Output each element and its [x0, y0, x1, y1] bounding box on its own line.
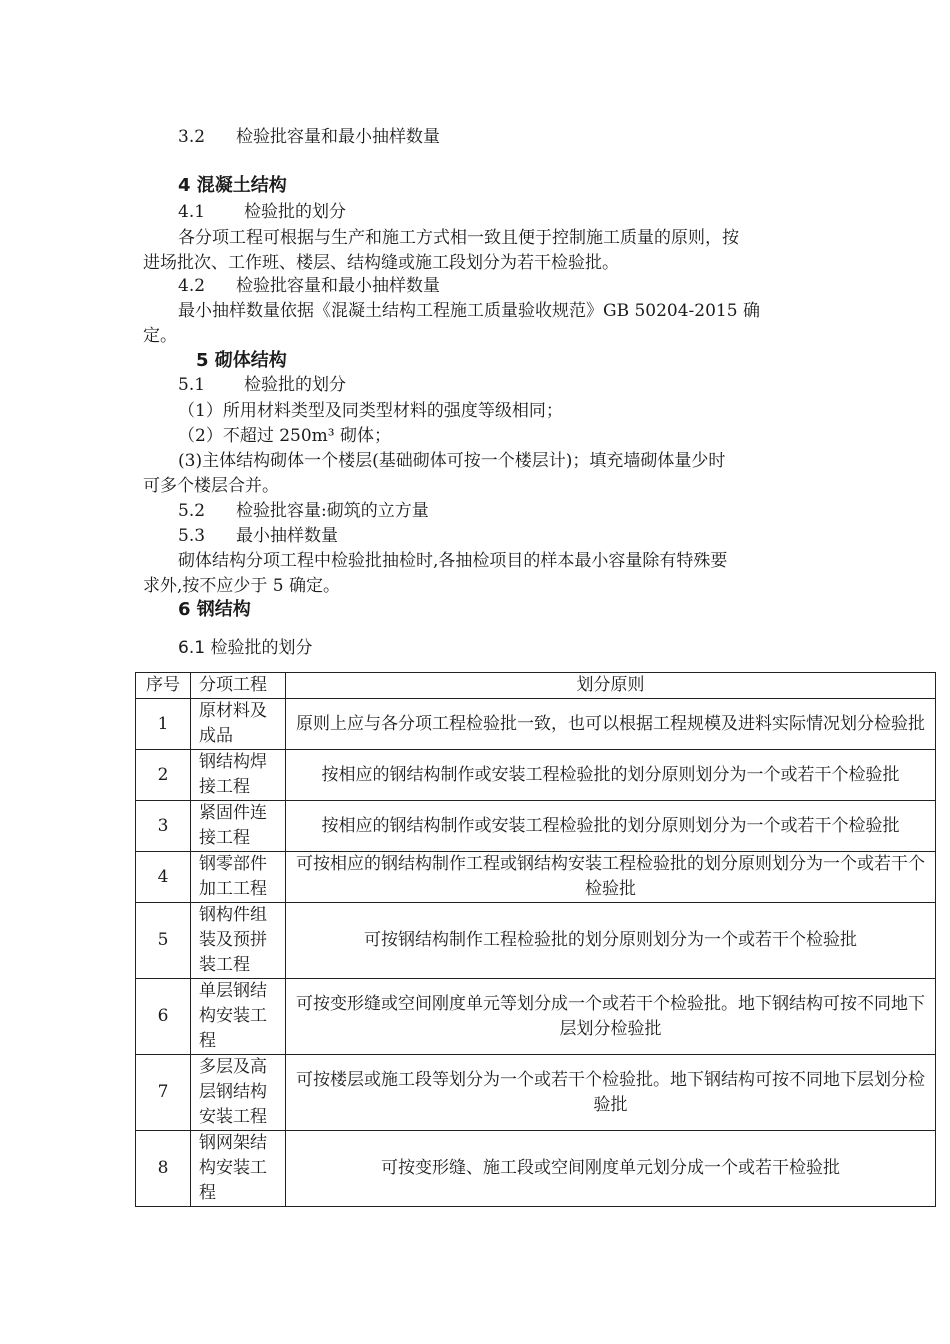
inspection-lot-table: [135, 672, 936, 1207]
cell-sub-project: 原材料及成品: [191, 699, 286, 750]
cell-index: 8: [136, 1131, 191, 1207]
section-3-2: 3.2 检验批容量和最小抽样数量: [178, 127, 440, 147]
cell-sub-project: 单层钢结构安装工程: [191, 979, 286, 1055]
heading-6: 6 钢结构: [178, 599, 251, 620]
section-4-1: 4.1 检验批的划分: [178, 202, 346, 222]
table-row: [136, 750, 936, 801]
cell-principle: 可按变形缝或空间刚度单元等划分成一个或若干个检验批。地下钢结构可按不同地下层划分检验批: [286, 979, 936, 1055]
cell-principle: 按相应的钢结构制作或安装工程检验批的划分原则划分为一个或若干个检验批: [286, 750, 936, 801]
section-5-1: 5.1 检验批的划分: [178, 375, 346, 395]
table-row: [136, 903, 936, 979]
heading-4: 4 混凝土结构: [178, 175, 287, 196]
item-5-1-3-line1: (3)主体结构砌体一个楼层(基础砌体可按一个楼层计)；填充墙砌体量少时: [178, 451, 726, 471]
table-row: [136, 699, 936, 750]
paragraph-4-2-line2: 定。: [143, 326, 177, 346]
section-4-2: 4.2 检验批容量和最小抽样数量: [178, 276, 440, 296]
cell-sub-project: 钢构件组装及预拼装工程: [191, 903, 286, 979]
cell-index: 4: [136, 852, 191, 903]
paragraph-4-1-line1: 各分项工程可根据与生产和施工方式相一致且便于控制施工质量的原则，按: [178, 228, 739, 248]
paragraph-5-3-line1: 砌体结构分项工程中检验批抽检时,各抽检项目的样本最小容量除有特殊要: [178, 551, 728, 571]
cell-index: 3: [136, 801, 191, 852]
section-5-3: 5.3 最小抽样数量: [178, 526, 338, 546]
section-6-1: 6.1 检验批的划分: [178, 638, 313, 658]
cell-index: 1: [136, 699, 191, 750]
cell-principle: 可按变形缝、施工段或空间刚度单元划分成一个或若干检验批: [286, 1131, 936, 1207]
cell-index: 6: [136, 979, 191, 1055]
paragraph-4-2-line1: 最小抽样数量依据《混凝土结构工程施工质量验收规范》GB 50204-2015 确: [178, 301, 760, 321]
item-5-1-1: （1）所用材料类型及同类型材料的强度等级相同；: [178, 401, 563, 421]
cell-sub-project: 多层及高层钢结构安装工程: [191, 1055, 286, 1131]
cell-principle: 可按钢结构制作工程检验批的划分原则划分为一个或若干个检验批: [286, 903, 936, 979]
table-row: [136, 979, 936, 1055]
item-5-1-3-line2: 可多个楼层合并。: [143, 476, 279, 496]
cell-principle: 可按楼层或施工段等划分为一个或若干个检验批。地下钢结构可按不同地下层划分检验批: [286, 1055, 936, 1131]
cell-principle: 原则上应与各分项工程检验批一致，也可以根据工程规模及进料实际情况划分检验批: [286, 699, 936, 750]
cell-index: 7: [136, 1055, 191, 1131]
item-5-1-2: （2）不超过 250m³ 砌体；: [178, 426, 392, 446]
cell-index: 5: [136, 903, 191, 979]
cell-sub-project: 钢零部件加工工程: [191, 852, 286, 903]
heading-5: 5 砌体结构: [196, 350, 287, 371]
cell-sub-project: 钢网架结构安装工程: [191, 1131, 286, 1207]
header-sub-project: 分项工程: [191, 673, 286, 699]
table-row: [136, 852, 936, 903]
section-5-2: 5.2 检验批容量:砌筑的立方量: [178, 501, 429, 521]
table-row: [136, 801, 936, 852]
table-row: [136, 1131, 936, 1207]
cell-principle: 可按相应的钢结构制作工程或钢结构安装工程检验批的划分原则划分为一个或若干个检验批: [286, 852, 936, 903]
header-index: 序号: [136, 673, 191, 699]
table-row: [136, 1055, 936, 1131]
cell-sub-project: 紧固件连接工程: [191, 801, 286, 852]
paragraph-4-1-line2: 进场批次、工作班、楼层、结构缝或施工段划分为若干检验批。: [143, 253, 619, 273]
paragraph-5-3-line2: 求外,按不应少于 5 确定。: [143, 576, 341, 596]
header-division-principle: 划分原则: [286, 673, 936, 699]
table-header-row: [136, 673, 936, 699]
cell-sub-project: 钢结构焊接工程: [191, 750, 286, 801]
cell-index: 2: [136, 750, 191, 801]
cell-principle: 按相应的钢结构制作或安装工程检验批的划分原则划分为一个或若干个检验批: [286, 801, 936, 852]
